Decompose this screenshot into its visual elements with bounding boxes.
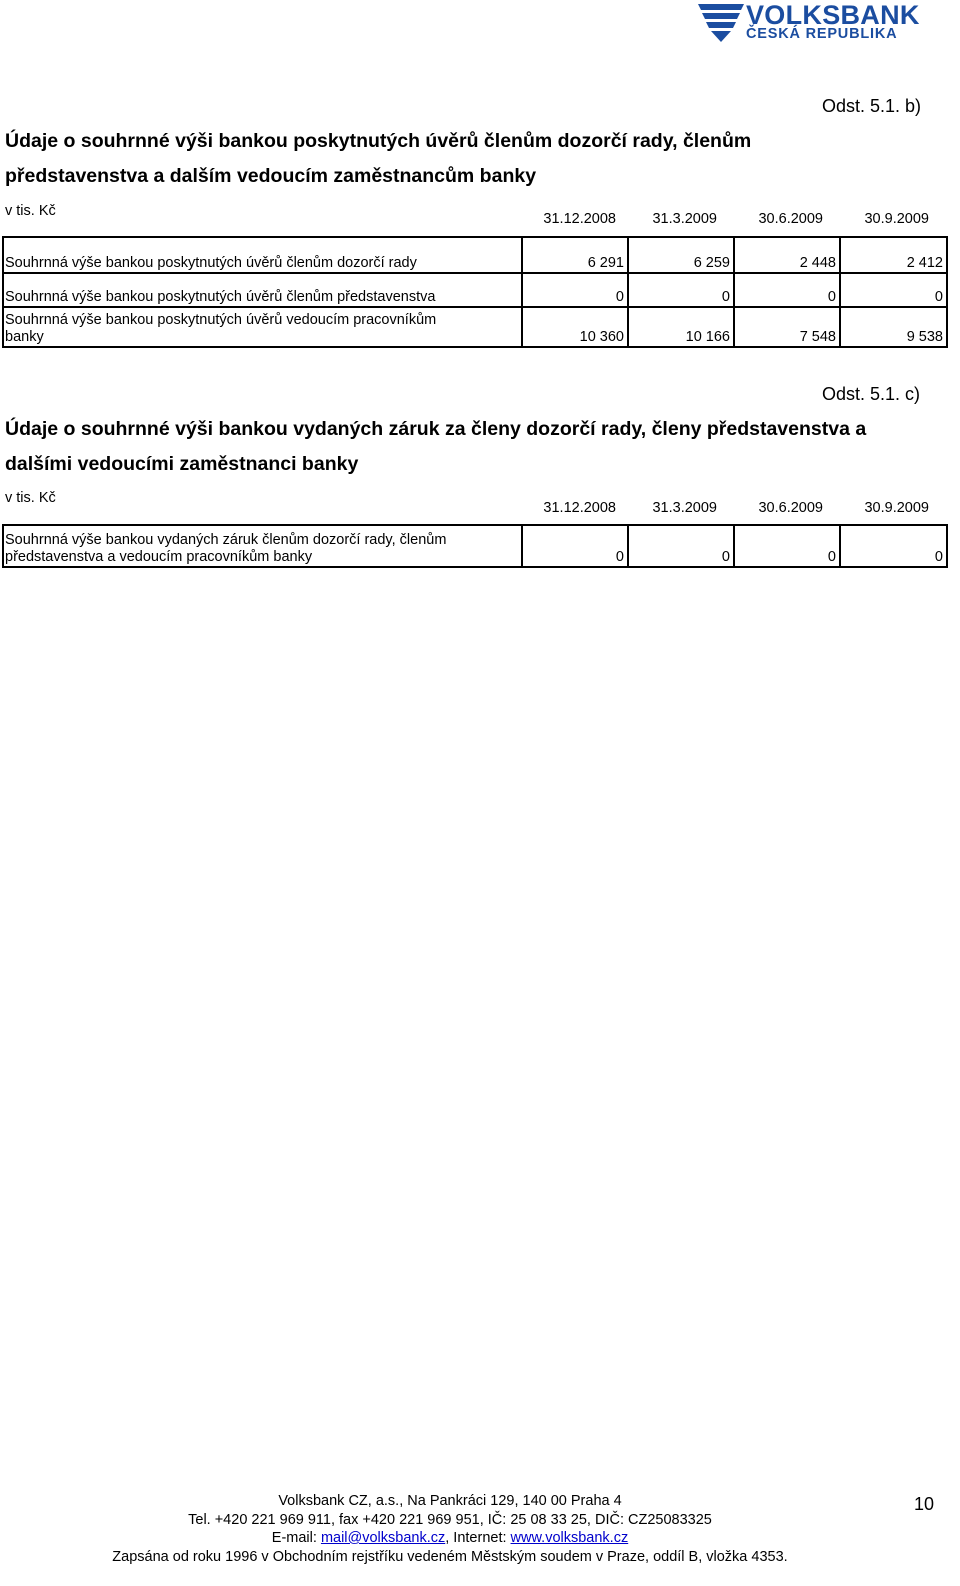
cell-value: 0 [734,525,840,567]
row-label: Souhrnná výše bankou poskytnutých úvěrů členům představenstva [3,273,522,307]
section-b-unit: v tis. Kč [5,203,56,219]
logo-country: ČESKÁ REPUBLIKA [746,26,898,42]
row-label-line1: Souhrnná výše bankou poskytnutých úvěrů vedoucím pracovníkům [5,312,437,328]
guarantees-table [2,524,948,568]
row-label-line1: Souhrnná výše bankou vydaných záruk členům dozorčí rady, členům [5,532,447,548]
cell-value: 0 [628,273,734,307]
footer-internet-label: , Internet: [445,1530,511,1546]
page-number: 10 [914,1494,935,1514]
cell-value: 2 412 [840,237,947,273]
section-c-heading-line1: Údaje o souhrnné výši bankou vydaných záruk za členy dozorčí rady, členy představenstva a [5,418,867,440]
section-c-date-1: 31.12.2008 [543,500,616,516]
section-b-date-2: 31.3.2009 [652,211,717,227]
cell-value: 10 166 [628,307,734,347]
section-c-unit: v tis. Kč [5,490,56,506]
table-row [3,237,947,273]
section-c-date-3: 30.6.2009 [758,500,823,516]
section-b-ref: Odst. 5.1. b) [822,96,922,116]
table-row [3,273,947,307]
cell-value: 6 291 [522,237,628,273]
section-c-date-2: 31.3.2009 [652,500,717,516]
table-row [3,525,947,567]
cell-value: 0 [522,525,628,567]
footer-contact: Tel. +420 221 969 911, fax +420 221 969 951, IČ: 25 08 33 25, DIČ: CZ25083325 [188,1511,712,1528]
cell-value: 6 259 [628,237,734,273]
section-c-heading-line2: dalšími vedoucími zaměstnanci banky [5,453,359,475]
row-label [3,307,522,347]
footer-address: Volksbank CZ, a.s., Na Pankráci 129, 140 00 Praha 4 [278,1493,622,1509]
table-row [3,307,947,347]
section-b-heading [5,124,905,194]
volksbank-emblem-icon [698,2,744,42]
volksbank-logo [698,2,930,44]
cell-value: 2 448 [734,237,840,273]
page-footer [60,1492,840,1566]
section-b-heading-line2: představenstva a dalším vedoucím zaměstnancům banky [5,165,537,187]
footer-email-label: E-mail: [271,1530,321,1546]
section-b-date-1: 31.12.2008 [543,211,616,227]
footer-email-link[interactable]: mail@volksbank.cz [320,1530,446,1546]
row-label-line2: banky [5,329,44,345]
section-b-heading-line1: Údaje o souhrnné výši bankou poskytnutých úvěrů členům dozorčí rady, členům [5,130,752,152]
section-c-heading [5,412,945,482]
cell-value: 0 [840,273,947,307]
footer-web [60,1529,840,1548]
cell-value: 9 538 [840,307,947,347]
section-b-date-3: 30.6.2009 [758,211,823,227]
footer-registration: Zapsána od roku 1996 v Obchodním rejstříku vedeném Městským soudem v Praze, oddíl B, vložka 4353. [112,1548,788,1565]
row-label: Souhrnná výše bankou poskytnutých úvěrů členům dozorčí rady [3,237,522,273]
section-c-date-4: 30.9.2009 [864,500,929,516]
footer-website-link[interactable]: www.volksbank.cz [510,1530,629,1546]
section-b-date-4: 30.9.2009 [864,211,929,227]
cell-value: 10 360 [522,307,628,347]
cell-value: 0 [840,525,947,567]
cell-value: 7 548 [734,307,840,347]
section-c-ref: Odst. 5.1. c) [822,384,921,404]
cell-value: 0 [522,273,628,307]
logo-name: VOLKSBANK [746,0,920,30]
cell-value: 0 [628,525,734,567]
row-label [3,525,522,567]
row-label-line2: představenstva a vedoucím pracovníkům banky [5,549,313,565]
cell-value: 0 [734,273,840,307]
loans-table [2,236,948,348]
